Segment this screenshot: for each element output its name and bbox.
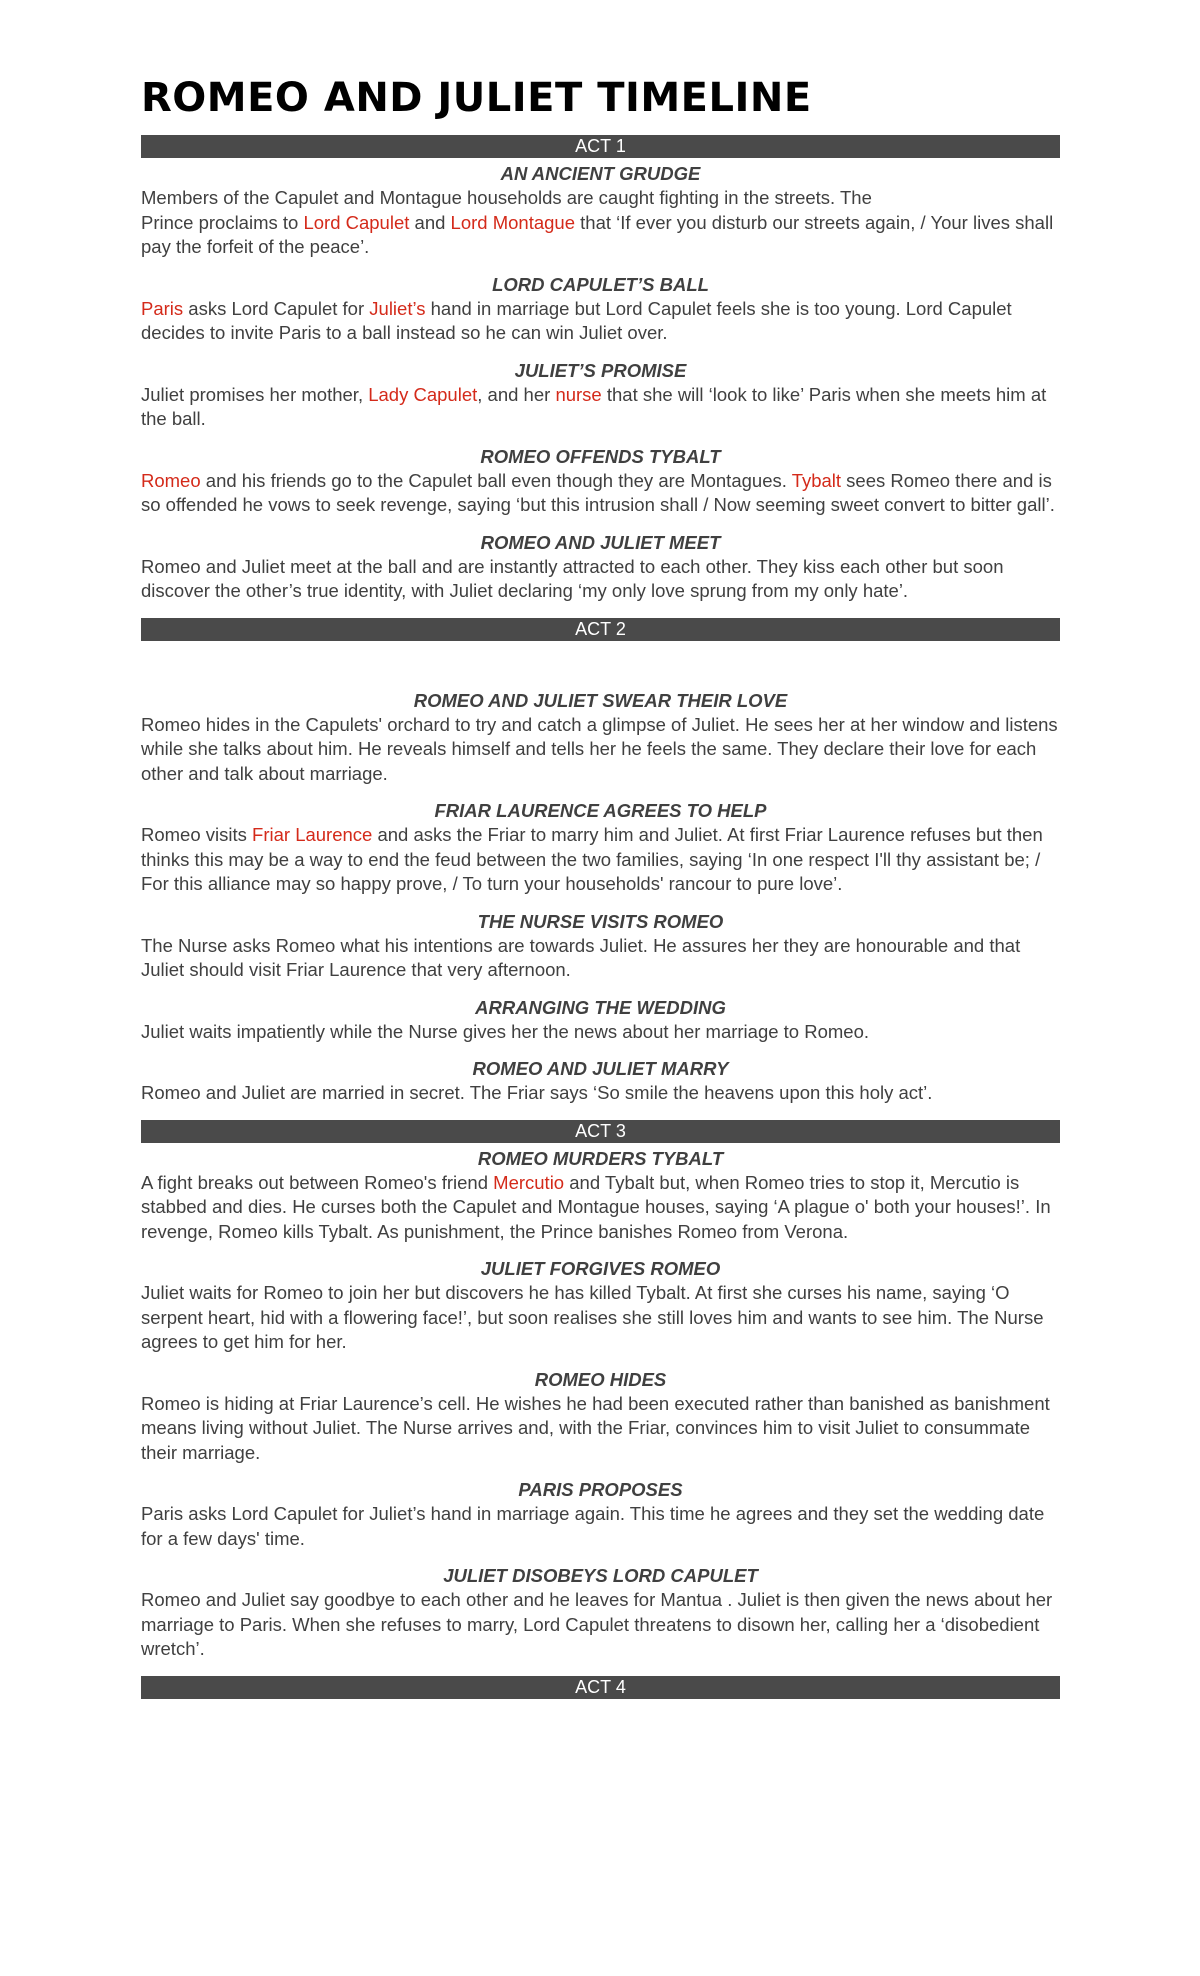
section-title: THE NURSE VISITS ROMEO	[477, 910, 724, 932]
act-3-header: ACT 3	[141, 1120, 1060, 1143]
section-body: Romeo and his friends go to the Capulet ball even though they are Montagues. Tybalt sees Romeo there and is so offended he vows to seek revenge, saying ‘but this intrusion shall / Now seeming sweet convert to bitter gall’.	[141, 469, 1055, 515]
character-name: Lady Capulet	[368, 383, 478, 405]
act2-section-friar-helps	[141, 799, 1060, 897]
section-body: Paris asks Lord Capulet for Juliet’s hand in marriage again. This time he agrees and they set the wedding date for a few days' time.	[141, 1503, 1045, 1549]
section-title: ROMEO AND JULIET SWEAR THEIR LOVE	[413, 689, 788, 711]
section-title: JULIET DISOBEYS LORD CAPULET	[443, 1565, 758, 1586]
section-body: Juliet waits impatiently while the Nurse gives her the news about her marriage to Romeo.	[141, 1020, 870, 1042]
act3-section-romeo-hides	[141, 1368, 1060, 1466]
section-title: ROMEO AND JULIET MARRY	[472, 1058, 729, 1079]
section-title: ROMEO AND JULIET MEET	[480, 531, 721, 553]
section-body: Romeo and Juliet say goodbye to each other and he leaves for Mantua . Juliet is then given the news about her marriage to Paris. When she refuses to marry, Lord Capulet threatens to disown her, calling her a ‘disobedient wretch’.	[141, 1589, 1053, 1659]
act2-section-marry	[141, 1057, 1060, 1106]
section-body: Juliet promises her mother, Lady Capulet, and her nurse that she will ‘look to like’ Paris when she meets him at the ball.	[141, 383, 1047, 429]
section-title: ROMEO OFFENDS TYBALT	[480, 445, 721, 467]
section-body: Juliet waits for Romeo to join her but discovers he has killed Tybalt. At first she curses his name, saying ‘O serpent heart, hid with a flowering face!’, but soon realises she still loves him and wants to see him. The Nurse agrees to get him for her.	[141, 1282, 1044, 1352]
act1-section-ancient-grudge	[141, 162, 1060, 260]
section-title: ARRANGING THE WEDDING	[475, 996, 726, 1018]
character-name: Tybalt	[791, 469, 842, 491]
section-title: ROMEO HIDES	[534, 1368, 667, 1390]
act-1-header: ACT 1	[141, 135, 1060, 158]
act1-section-romeo-offends-tybalt	[141, 445, 1060, 518]
section-body: Romeo is hiding at Friar Laurence’s cell. He wishes he had been executed rather than banished as banishment means living without Juliet. The Nurse arrives and, with the Friar, convinces him to visit Juliet to consummate their marriage.	[141, 1392, 1050, 1463]
section-body: The Nurse asks Romeo what his intentions are towards Juliet. He assures her they are honourable and that Juliet should visit Friar Laurence that very afternoon.	[141, 934, 1021, 980]
act2-section-arranging-wedding	[141, 996, 1060, 1045]
act3-section-murders-tybalt	[141, 1147, 1060, 1245]
act1-section-juliets-promise	[141, 359, 1060, 432]
act2-section-nurse-visits	[141, 910, 1060, 983]
section-body: Members of the Capulet and Montague households are caught fighting in the streets. The Prince proclaims to Lord Capulet and Lord Montague that ‘If ever you disturb our streets again, / Your lives shall pay the forfeit of the peace’.	[141, 187, 1054, 257]
character-name: Lord Montague	[450, 211, 575, 233]
character-name: Lord Capulet	[303, 211, 410, 233]
section-body: Romeo and Juliet are married in secret. The Friar says ‘So smile the heavens upon this holy act’.	[141, 1082, 933, 1103]
act1-section-capulets-ball	[141, 273, 1060, 346]
section-body: Romeo visits Friar Laurence and asks the Friar to marry him and Juliet. At first Friar Laurence refuses but then thinks this may be a way to end the feud between the two families, saying ‘In one respect I'll thy assistant be; / For this alliance may so happy prove, / To turn your households' rancour to pure love’.	[141, 824, 1043, 894]
act3-section-paris-proposes	[141, 1478, 1060, 1551]
character-name: Friar Laurence	[252, 824, 373, 845]
act3-section-juliet-disobeys	[141, 1564, 1060, 1662]
character-name: Juliet’s	[369, 297, 426, 319]
document-page	[141, 0, 1060, 1699]
act1-section-romeo-juliet-meet	[141, 531, 1060, 604]
section-body: A fight breaks out between Romeo's friend Mercutio and Tybalt but, when Romeo tries to stop it, Mercutio is stabbed and dies. He curses both the Capulet and Montague houses, saying ‘A plague o' both your houses!’. In revenge, Romeo kills Tybalt. As punishment, the Prince banishes Romeo from Verona.	[141, 1171, 1051, 1242]
section-title: JULIET’S PROMISE	[514, 359, 687, 381]
section-body: Romeo hides in the Capulets' orchard to try and catch a glimpse of Juliet. He sees her at her window and listens while she talks about him. He reveals himself and tells her he feels the same. They declare their love for each other and talk about marriage.	[141, 713, 1058, 784]
act-4-header: ACT 4	[141, 1676, 1060, 1699]
section-body: Paris asks Lord Capulet for Juliet’s hand in marriage but Lord Capulet feels she is too young. Lord Capulet decides to invite Paris to a ball instead so he can win Juliet over.	[141, 297, 1012, 343]
act-2-header: ACT 2	[141, 618, 1060, 641]
section-title: JULIET FORGIVES ROMEO	[480, 1258, 721, 1279]
section-title: FRIAR LAURENCE AGREES TO HELP	[434, 800, 767, 821]
section-title: PARIS PROPOSES	[518, 1479, 683, 1500]
character-name: nurse	[555, 383, 602, 405]
character-name: Romeo	[141, 469, 201, 491]
document-title: ROMEO AND JULIET TIMELINE	[141, 75, 812, 121]
section-title: AN ANCIENT GRUDGE	[500, 163, 701, 184]
act2-section-swear-love	[141, 689, 1060, 787]
section-title: LORD CAPULET’S BALL	[492, 273, 709, 295]
section-title: ROMEO MURDERS TYBALT	[477, 1147, 724, 1169]
character-name: Mercutio	[493, 1171, 565, 1193]
act3-section-juliet-forgives	[141, 1257, 1060, 1355]
section-body: Romeo and Juliet meet at the ball and are instantly attracted to each other. They kiss each other but soon discover the other’s true identity, with Juliet declaring ‘my only love sprung from my only hate’.	[141, 555, 1004, 601]
character-name: Paris	[141, 297, 184, 319]
